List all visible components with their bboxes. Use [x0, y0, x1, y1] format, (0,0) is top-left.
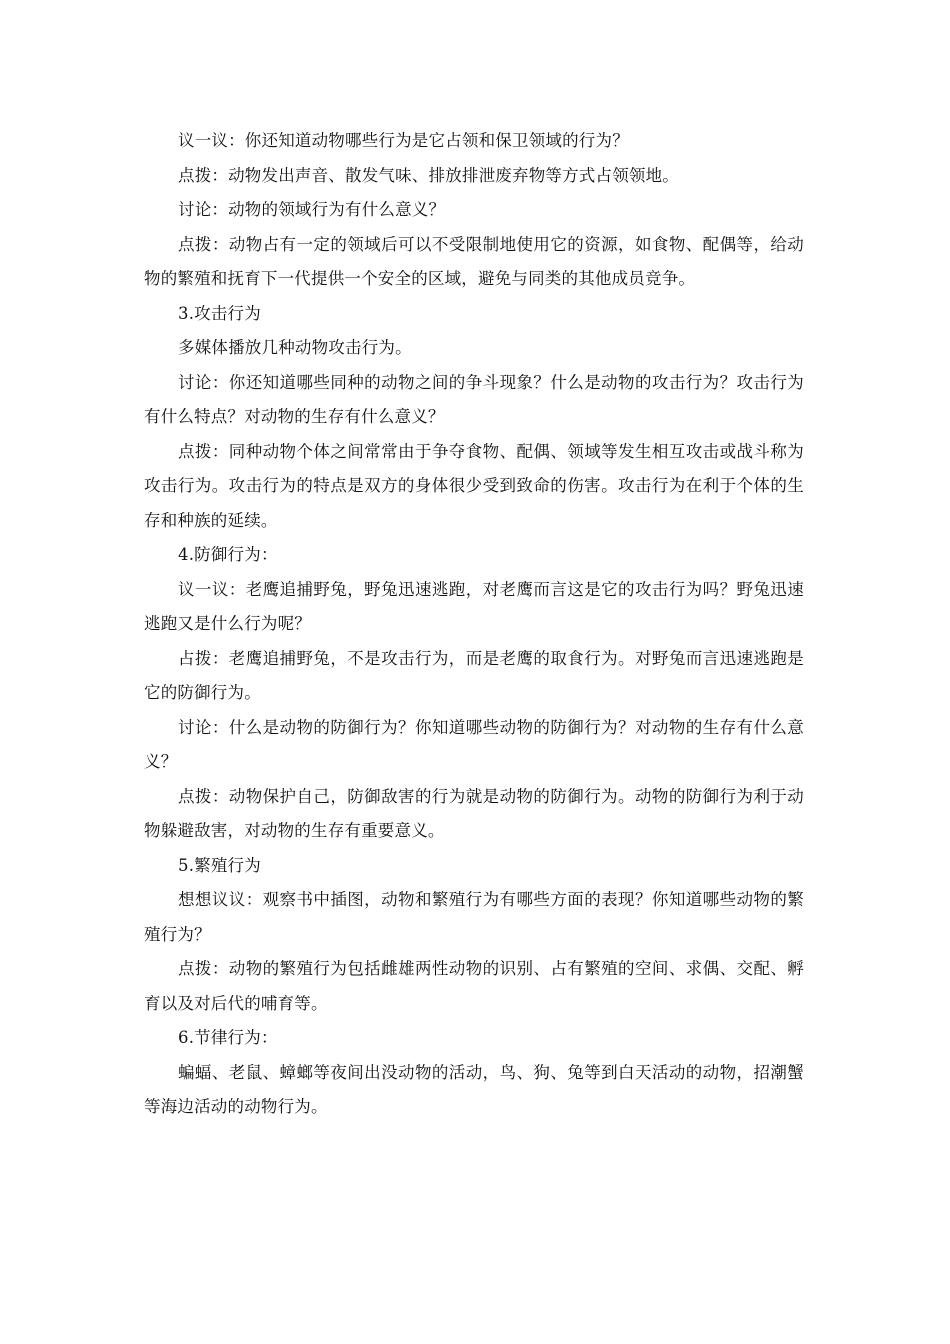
paragraph-hint-reproduction: 点拨：动物的繁殖行为包括雌雄两性动物的识别、占有繁殖的空间、求偶、交配、孵育以及对后代的哺育等。 [144, 959, 804, 1013]
paragraph-hint-eagle-rabbit: 占拨：老鹰追捕野兔，不是攻击行为，而是老鹰的取食行为。对野兔而言迅速逃跑是它的防御行为。 [144, 648, 804, 702]
paragraph-discussion-defense: 讨论：什么是动物的防御行为？你知道哪些动物的防御行为？对动物的生存有什么意义？ [144, 717, 804, 771]
document-body [144, 124, 804, 1125]
paragraph-hint-defense: 点拨：动物保护自己，防御敌害的行为就是动物的防御行为。动物的防御行为利于动物躲避敌害，对动物的生存有重要意义。 [144, 786, 804, 840]
paragraph-multimedia-attack: 多媒体播放几种动物攻击行为。 [178, 338, 412, 357]
section-heading-reproduction: 5.繁殖行为 [178, 855, 261, 875]
paragraph-hint-attack: 点拨：同种动物个体之间常常由于争夺食物、配偶、领域等发生相互攻击或战斗称为攻击行为。攻击行为的特点是双方的身体很少受到致命的伤害。攻击行为在利于个体的生存和种族的延续。 [144, 441, 804, 530]
section-heading-rhythm: 6.节律行为： [178, 1028, 278, 1047]
section-heading-attack: 3.攻击行为 [178, 303, 261, 323]
paragraph-discussion-attack: 讨论：你还知道哪些同种的动物之间的争斗现象？什么是动物的攻击行为？攻击行为有什么特点？对动物的生存有什么意义？ [144, 372, 804, 426]
paragraph-discuss-territory: 议一议：你还知道动物哪些行为是它占领和保卫领域的行为？ [178, 131, 629, 150]
section-heading-defense: 4.防御行为： [178, 545, 278, 564]
paragraph-rhythm-examples: 蝙蝠、老鼠、蟑螂等夜间出没动物的活动，鸟、狗、兔等到白天活动的动物，招潮蟹等海边活动的动物行为。 [144, 1062, 804, 1116]
paragraph-discuss-eagle-rabbit: 议一议：老鹰追捕野兔，野兔迅速逃跑，对老鹰而言这是它的攻击行为吗？野兔迅速逃跑又是什么行为呢？ [144, 579, 804, 633]
paragraph-hint-territory-ways: 点拨：动物发出声音、散发气味、排放排泄废弃物等方式占领领地。 [178, 165, 679, 185]
paragraph-think-reproduction: 想想议议：观察书中插图，动物和繁殖行为有哪些方面的表现？你知道哪些动物的繁殖行为？ [144, 890, 804, 944]
paragraph-discussion-territory-meaning: 讨论：动物的领域行为有什么意义？ [178, 200, 446, 219]
paragraph-hint-territory-meaning: 点拨：动物占有一定的领域后可以不受限制地使用它的资源，如食物、配偶等，给动物的繁殖和抚育下一代提供一个安全的区域，避免与同类的其他成员竞争。 [144, 234, 804, 288]
